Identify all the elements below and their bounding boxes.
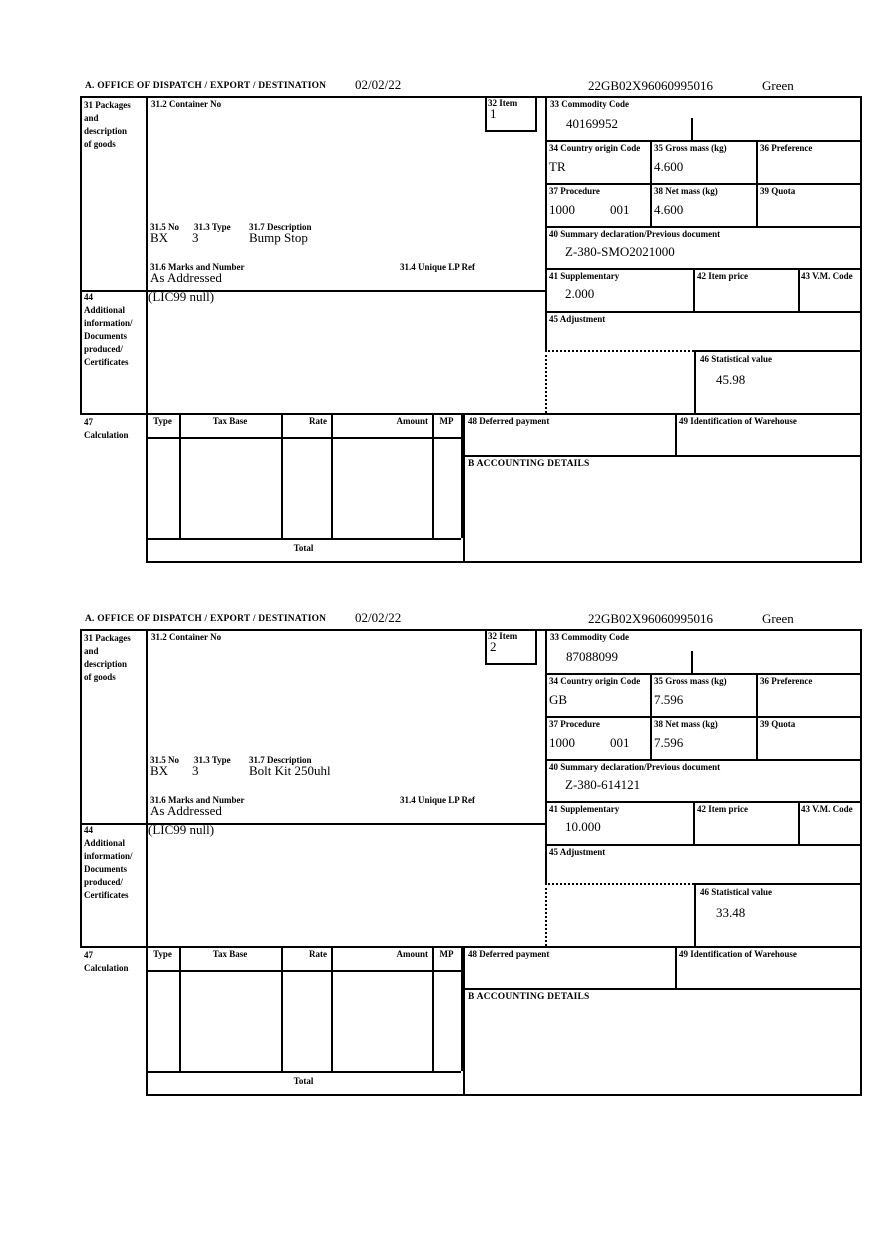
deferred-payment-label: 48 Deferred payment	[468, 416, 550, 426]
dotted-line	[545, 350, 547, 413]
box31-label: description	[84, 126, 128, 136]
form-line	[463, 413, 465, 561]
form-line	[80, 629, 862, 631]
form-line	[545, 844, 862, 846]
form-line	[146, 1094, 862, 1096]
box44-label: information/	[84, 851, 133, 861]
commodity-code-value: 87088099	[566, 649, 618, 664]
procedure-label: 37 Procedure	[549, 186, 600, 196]
gross-mass-label: 35 Gross mass (kg)	[654, 143, 727, 153]
vm-code-label: 43 V.M. Code	[801, 271, 853, 281]
form-line	[694, 350, 862, 352]
box47-label: 47	[84, 950, 93, 960]
package-no-value: BX	[150, 230, 169, 245]
procedure-value: 1000	[549, 202, 575, 217]
form-line	[485, 663, 537, 665]
calc-col-amount: Amount	[396, 416, 428, 426]
warehouse-label: 49 Identification of Warehouse	[679, 949, 797, 959]
box44-label: Documents	[84, 864, 127, 874]
supplementary-value: 2.000	[565, 286, 595, 301]
unique-lp-ref-label: 31.4 Unique LP Ref	[400, 262, 476, 272]
net-mass-label: 38 Net mass (kg)	[654, 186, 718, 196]
unique-lp-ref-label: 31.4 Unique LP Ref	[400, 795, 476, 805]
box44-label: Certificates	[84, 890, 129, 900]
calc-col-tax-base: Tax Base	[212, 949, 248, 959]
procedure-label: 37 Procedure	[549, 719, 600, 729]
box44-label: Documents	[84, 331, 127, 341]
calc-col-tax-base: Tax Base	[212, 416, 248, 426]
box44-label: 44	[84, 292, 93, 302]
form-line	[80, 629, 82, 946]
form-line	[545, 759, 862, 761]
calc-col-type: Type	[153, 949, 172, 959]
country-origin-label: 34 Country origin Code	[549, 143, 641, 153]
net-mass-value: 7.596	[654, 735, 684, 750]
form-line	[146, 629, 148, 1096]
form-line	[331, 413, 333, 538]
calc-col-rate: Rate	[309, 416, 327, 426]
form-line	[281, 413, 283, 538]
form-line	[146, 1071, 461, 1073]
form-line	[798, 801, 800, 844]
form-line	[535, 629, 537, 663]
declaration-number: 22GB02X96060995016	[588, 78, 713, 93]
item-price-label: 42 Item price	[697, 804, 748, 814]
box44-label: information/	[84, 318, 133, 328]
box44-label: 44	[84, 825, 93, 835]
declaration-date: 02/02/22	[355, 77, 402, 92]
preference-label: 36 Preference	[760, 143, 813, 153]
gross-mass-label: 35 Gross mass (kg)	[654, 676, 727, 686]
routing-status: Green	[762, 78, 794, 93]
box31-label: and	[84, 646, 99, 656]
procedure-qualifier-value: 001	[610, 202, 630, 217]
accounting-details-label: B ACCOUNTING DETAILS	[468, 459, 590, 469]
form-line	[694, 883, 862, 885]
form-line	[545, 226, 862, 228]
form-line	[146, 561, 862, 563]
form-line	[545, 311, 862, 313]
container-no-label: 31.2 Container No	[151, 99, 222, 109]
supplementary-value: 10.000	[565, 819, 601, 834]
declaration-item-section-1	[0, 78, 882, 573]
preference-label: 36 Preference	[760, 676, 813, 686]
package-type-label: 31.3 Type	[194, 222, 231, 232]
quota-label: 39 Quota	[760, 186, 796, 196]
form-line	[463, 455, 862, 457]
office-of-dispatch-label: A. OFFICE OF DISPATCH / EXPORT / DESTINATION	[85, 614, 327, 624]
box47-label: 47	[84, 417, 93, 427]
form-line	[860, 629, 862, 1096]
quota-label: 39 Quota	[760, 719, 796, 729]
box31-label: description	[84, 659, 128, 669]
box44-label: produced/	[84, 344, 123, 354]
form-line	[691, 118, 693, 140]
gross-mass-value: 4.600	[654, 159, 684, 174]
form-line	[545, 716, 862, 718]
box31-label: of goods	[84, 672, 116, 682]
form-line	[545, 140, 862, 142]
form-line	[650, 140, 652, 226]
form-line	[545, 801, 862, 803]
commodity-code-label: 33 Commodity Code	[550, 632, 629, 642]
item-number-value: 2	[490, 639, 497, 654]
form-line	[179, 946, 181, 1071]
form-line	[693, 268, 695, 311]
procedure-value: 1000	[549, 735, 575, 750]
form-line	[146, 970, 461, 972]
dotted-line	[545, 883, 547, 946]
statistical-value-label: 46 Statistical value	[700, 887, 772, 897]
form-line	[545, 629, 547, 883]
form-line	[691, 651, 693, 673]
summary-declaration-label: 40 Summary declaration/Previous document	[549, 762, 721, 772]
form-line	[432, 413, 434, 538]
package-type-label: 31.3 Type	[194, 755, 231, 765]
adjustment-label: 45 Adjustment	[549, 847, 606, 857]
form-line	[179, 413, 181, 538]
calc-col-type: Type	[153, 416, 172, 426]
office-of-dispatch-label: A. OFFICE OF DISPATCH / EXPORT / DESTINATION	[85, 81, 327, 91]
net-mass-label: 38 Net mass (kg)	[654, 719, 718, 729]
description-value: Bump Stop	[249, 230, 308, 245]
form-line	[756, 140, 758, 226]
form-line	[146, 437, 461, 439]
marks-value: As Addressed	[150, 270, 222, 285]
form-line	[756, 673, 758, 759]
adjustment-label: 45 Adjustment	[549, 314, 606, 324]
box44-label: Additional	[84, 305, 126, 315]
item-number-value: 1	[490, 106, 497, 121]
routing-status: Green	[762, 611, 794, 626]
previous-document-value: Z-380-SMO2021000	[565, 244, 675, 259]
form-line	[80, 946, 862, 948]
form-line	[545, 96, 547, 350]
dotted-line	[545, 350, 694, 352]
box47-label: Calculation	[84, 430, 129, 440]
package-type-value: 3	[192, 230, 199, 245]
container-no-label: 31.2 Container No	[151, 632, 222, 642]
package-no-label: 31.5 No	[150, 222, 179, 232]
commodity-code-label: 33 Commodity Code	[550, 99, 629, 109]
additional-information-value: (LIC99 null)	[148, 289, 215, 304]
declaration-date: 02/02/22	[355, 610, 402, 625]
form-line	[694, 350, 696, 413]
country-origin-label: 34 Country origin Code	[549, 676, 641, 686]
marks-value: As Addressed	[150, 803, 222, 818]
form-line	[281, 946, 283, 1071]
box44-label: Additional	[84, 838, 126, 848]
form-line	[80, 413, 862, 415]
form-line	[485, 130, 537, 132]
summary-declaration-label: 40 Summary declaration/Previous document	[549, 229, 721, 239]
vm-code-label: 43 V.M. Code	[801, 804, 853, 814]
form-line	[860, 96, 862, 563]
deferred-payment-label: 48 Deferred payment	[468, 949, 550, 959]
form-line	[146, 96, 148, 563]
dotted-line	[545, 883, 694, 885]
box31-label: and	[84, 113, 99, 123]
form-line	[694, 883, 696, 946]
box31-label: of goods	[84, 139, 116, 149]
marks-label: 31.6 Marks and Number	[150, 795, 245, 805]
country-origin-value: TR	[549, 159, 566, 174]
form-line	[463, 988, 862, 990]
form-line	[650, 673, 652, 759]
form-line	[80, 96, 82, 413]
box44-label: produced/	[84, 877, 123, 887]
calc-col-mp: MP	[439, 416, 454, 426]
box31-label: 31 Packages	[84, 633, 131, 643]
net-mass-value: 4.600	[654, 202, 684, 217]
statistical-value: 33.48	[716, 905, 746, 920]
box31-label: 31 Packages	[84, 100, 131, 110]
form-line	[463, 946, 465, 1094]
form-line	[535, 96, 537, 130]
gross-mass-value: 7.596	[654, 692, 684, 707]
country-origin-value: GB	[549, 692, 568, 707]
item-number-label: 32 Item	[488, 98, 518, 108]
calc-col-amount: Amount	[396, 949, 428, 959]
form-line	[675, 413, 677, 455]
form-line	[146, 538, 461, 540]
supplementary-label: 41 Supplementary	[549, 804, 620, 814]
form-line	[331, 946, 333, 1071]
box44-label: Certificates	[84, 357, 129, 367]
form-line	[798, 268, 800, 311]
package-no-label: 31.5 No	[150, 755, 179, 765]
supplementary-label: 41 Supplementary	[549, 271, 620, 281]
description-label: 31.7 Description	[249, 755, 312, 765]
description-label: 31.7 Description	[249, 222, 312, 232]
marks-label: 31.6 Marks and Number	[150, 262, 245, 272]
form-line	[80, 96, 862, 98]
procedure-qualifier-value: 001	[610, 735, 630, 750]
package-type-value: 3	[192, 763, 199, 778]
previous-document-value: Z-380-614121	[565, 777, 641, 792]
item-number-label: 32 Item	[488, 631, 518, 641]
form-line	[545, 268, 862, 270]
form-line	[485, 96, 487, 130]
calc-col-rate: Rate	[309, 949, 327, 959]
calc-total-label: Total	[293, 1076, 314, 1086]
warehouse-label: 49 Identification of Warehouse	[679, 416, 797, 426]
description-value: Bolt Kit 250uhl	[249, 763, 331, 778]
form-line	[693, 801, 695, 844]
statistical-value-label: 46 Statistical value	[700, 354, 772, 364]
declaration-item-section-2	[0, 611, 882, 1106]
form-line	[545, 673, 862, 675]
additional-information-value: (LIC99 null)	[148, 822, 215, 837]
accounting-details-label: B ACCOUNTING DETAILS	[468, 992, 590, 1002]
box47-label: Calculation	[84, 963, 129, 973]
form-line	[485, 629, 487, 663]
calc-total-label: Total	[293, 543, 314, 553]
statistical-value: 45.98	[716, 372, 746, 387]
form-line	[675, 946, 677, 988]
commodity-code-value: 40169952	[566, 116, 618, 131]
form-line	[545, 183, 862, 185]
form-line	[432, 946, 434, 1071]
item-price-label: 42 Item price	[697, 271, 748, 281]
calc-col-mp: MP	[439, 949, 454, 959]
package-no-value: BX	[150, 763, 169, 778]
declaration-number: 22GB02X96060995016	[588, 611, 713, 626]
